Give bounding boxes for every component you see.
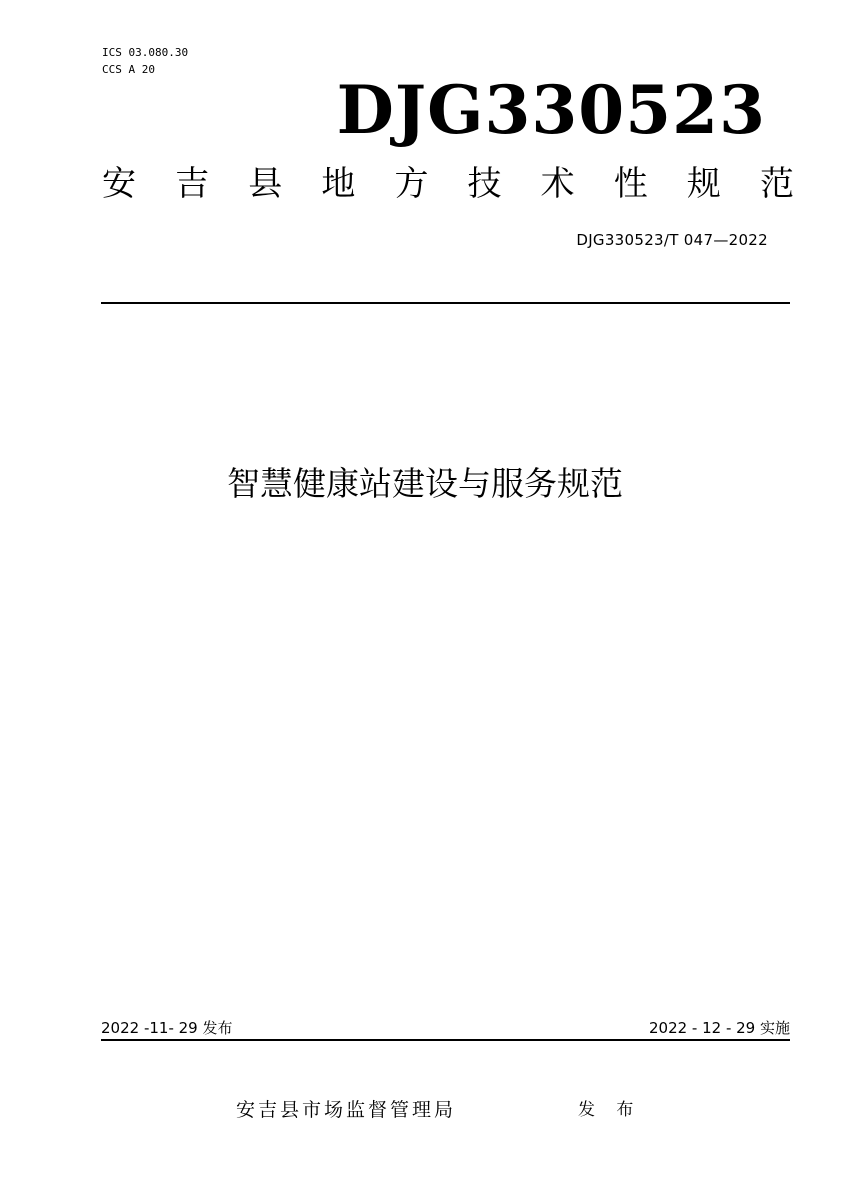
ics-code: ICS 03.080.30 [102, 46, 189, 59]
standard-kind-char: 术 [540, 164, 575, 204]
standard-kind-char: 地 [321, 164, 356, 204]
standard-kind-char: 规 [686, 164, 721, 204]
classification-codes [102, 44, 188, 78]
issue-label: 发 布 [578, 1100, 642, 1120]
standard-kind-char: 性 [613, 164, 648, 204]
standard-kind [102, 160, 794, 208]
bottom-divider [101, 1039, 790, 1041]
ccs-code: CCS A 20 [102, 63, 155, 76]
issuing-authority: 安吉县市场监督管理局 [236, 1099, 457, 1121]
standard-kind-char: 安 [102, 164, 136, 204]
standard-number: DJG330523/T 047—2022 [576, 231, 768, 249]
standard-kind-char: 方 [394, 164, 429, 204]
publish-date: 2022 -11- 29 发布 [101, 1019, 233, 1037]
document-title: 智慧健康站建设与服务规范 [227, 464, 623, 503]
standard-kind-char: 技 [467, 164, 502, 204]
standard-kind-char: 吉 [175, 164, 210, 204]
implement-date: 2022 - 12 - 29 实施 [648, 1019, 790, 1037]
standard-kind-char: 范 [759, 164, 794, 204]
standard-kind-char: 县 [248, 164, 283, 204]
standard-code: DJG330523 [336, 71, 766, 149]
top-divider [101, 302, 790, 304]
